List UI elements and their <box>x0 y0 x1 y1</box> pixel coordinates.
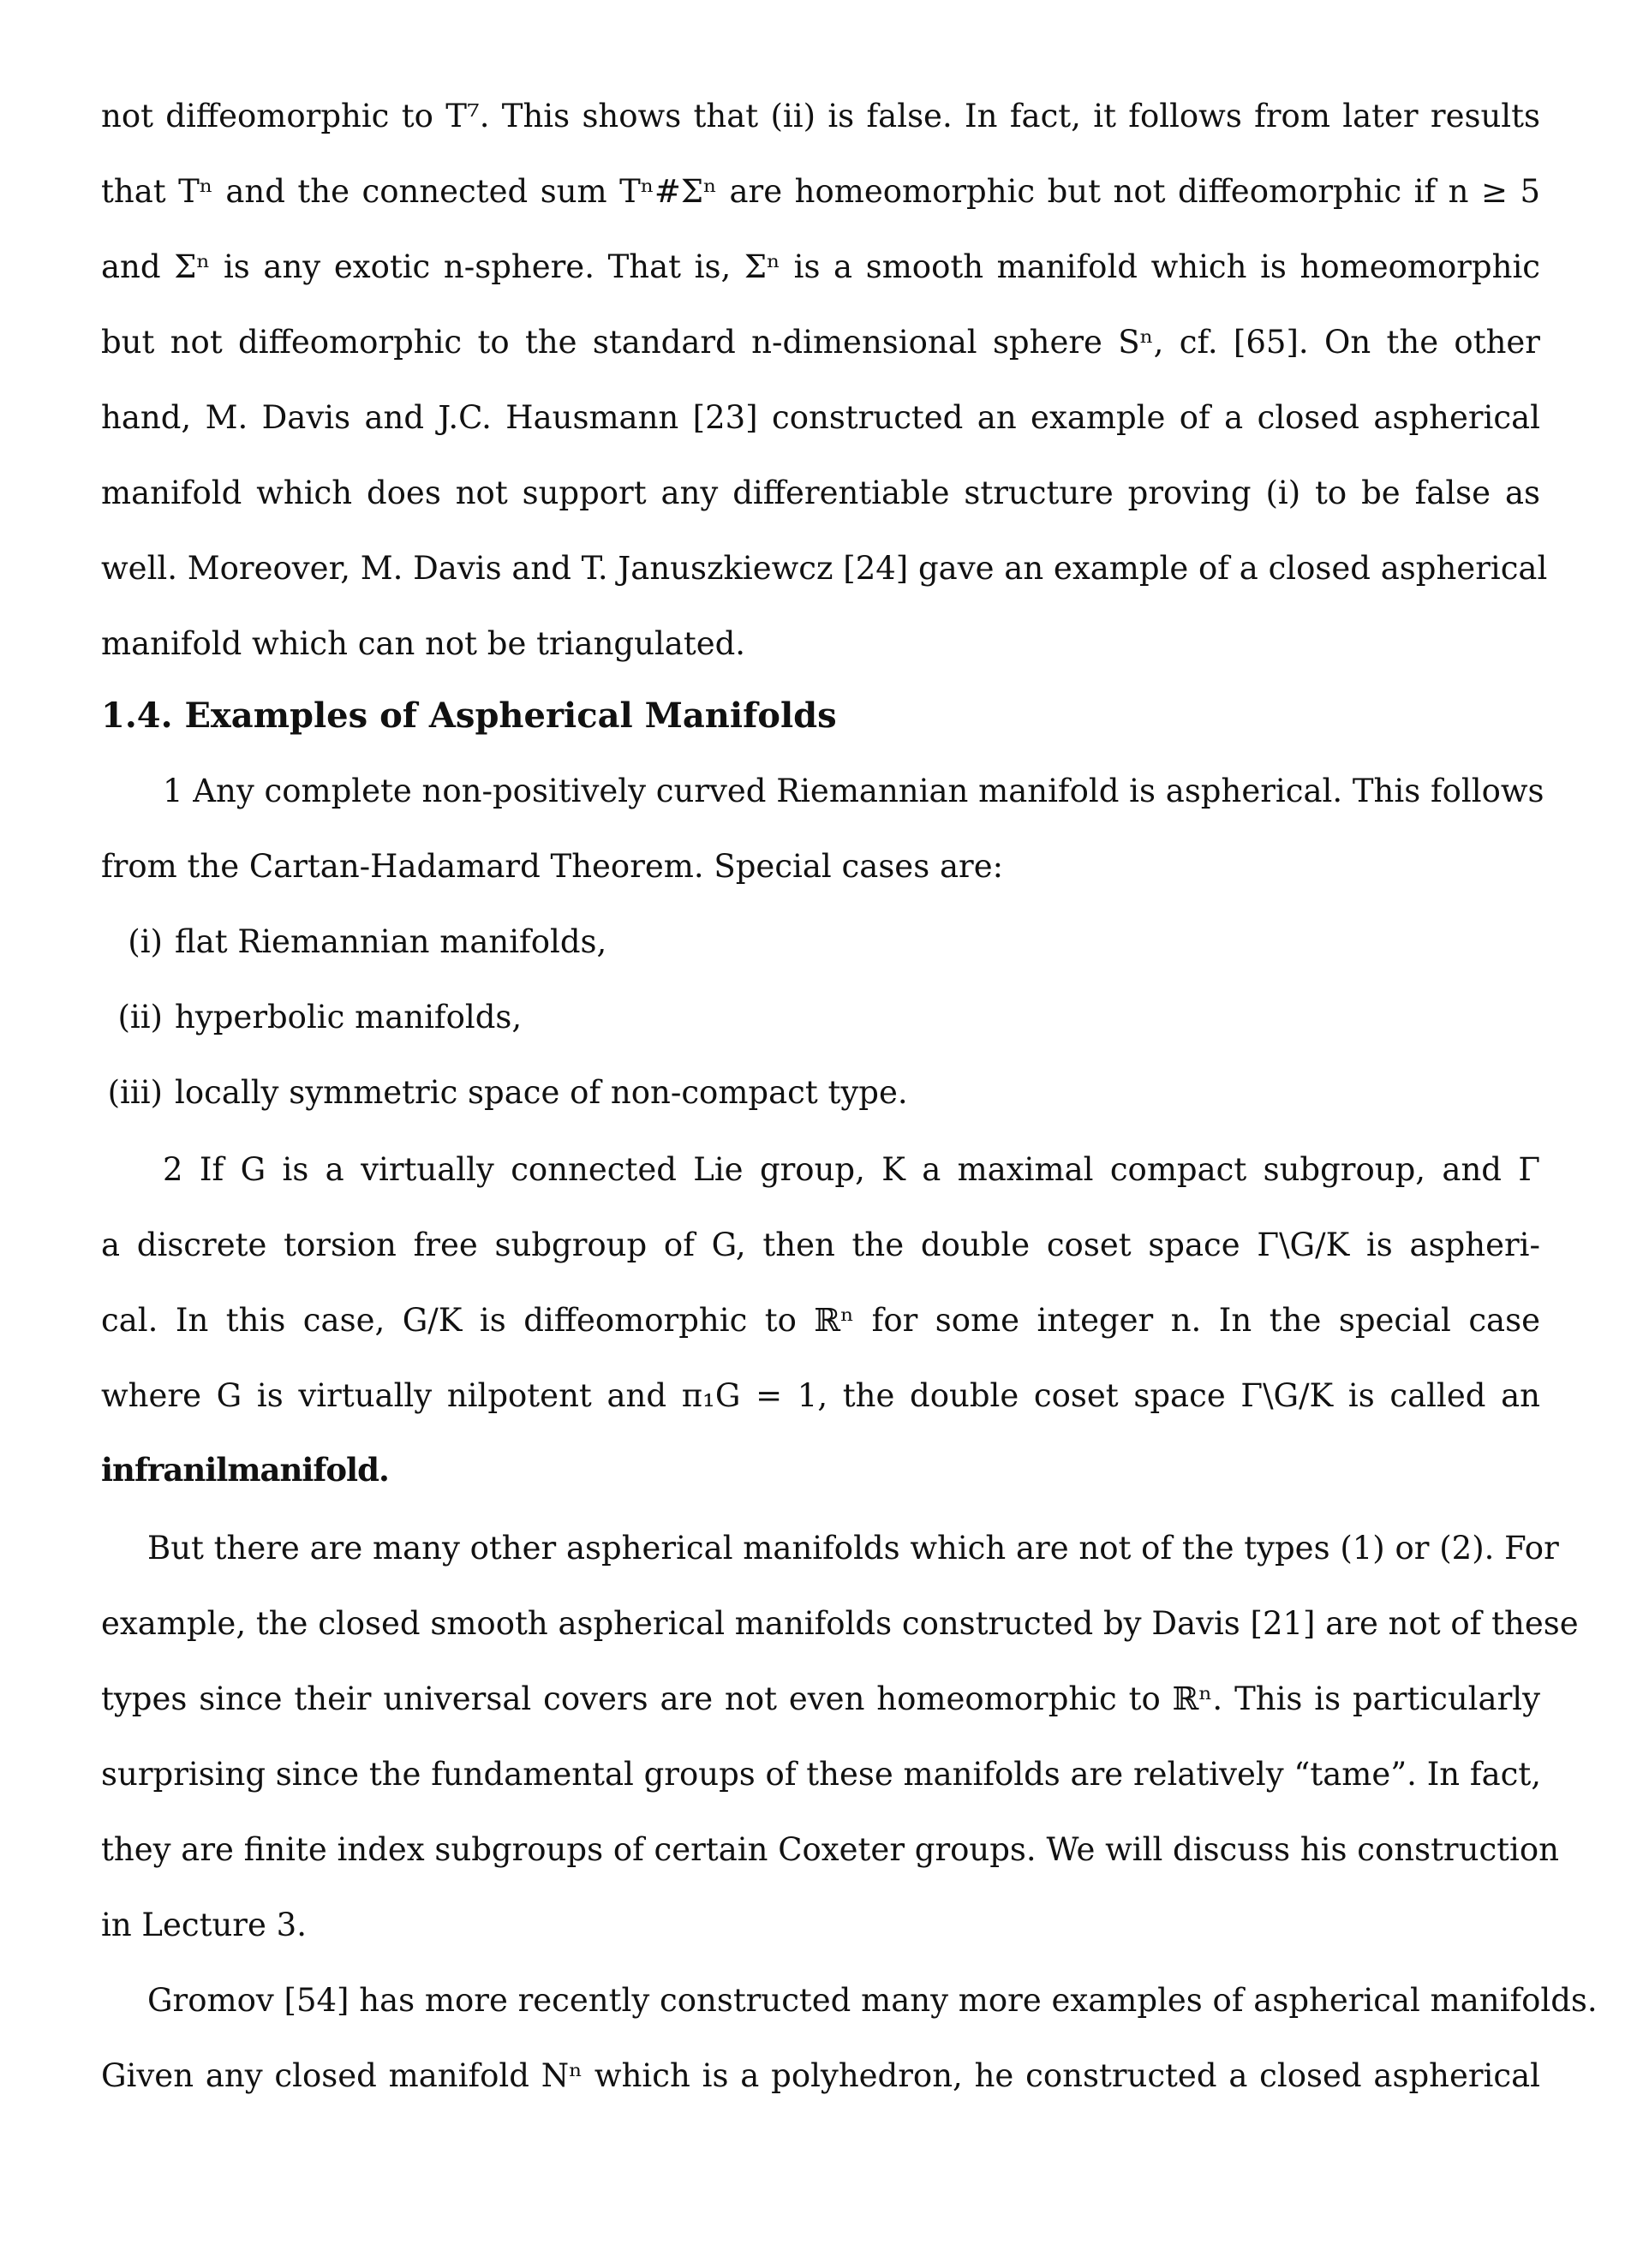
text-line: that Tⁿ and the connected sum Tⁿ#Σⁿ are homeomorphic but not diffeomorphic if n ≥ 5 <box>101 173 1540 210</box>
text-line: they are finite index subgroups of certain Coxeter groups. We will discuss his construction <box>101 1831 1559 1868</box>
text-line: from the Cartan-Hadamard Theorem. Special cases are: <box>101 848 1004 885</box>
list-item <box>96 1072 908 1113</box>
text-line: well. Moreover, M. Davis and T. Januszkiewcz [24] gave an example of a closed aspherical <box>101 550 1548 587</box>
text-line: manifold which does not support any differentiable structure proving (i) to be false as <box>101 474 1540 511</box>
text-line: Gromov [54] has more recently constructed many more examples of aspherical manifolds. <box>147 1982 1598 2019</box>
text-line: in Lecture 3. <box>101 1907 307 1943</box>
text-line: But there are many other aspherical manifolds which are not of the types (1) or (2). For <box>147 1530 1559 1567</box>
text-line: example, the closed smooth aspherical manifolds constructed by Davis [21] are not of these <box>101 1605 1579 1642</box>
text-line: 2 If G is a virtually connected Lie group, K a maximal compact subgroup, and Γ <box>163 1151 1540 1188</box>
text-line: cal. In this case, G/K is diffeomorphic to ℝⁿ for some integer n. In the special case <box>101 1302 1540 1339</box>
text-line: where G is virtually nilpotent and π₁G = 1, the double coset space Γ\G/K is called an <box>101 1377 1540 1414</box>
text-line: infranilmanifold. <box>101 1451 389 1489</box>
text-line: manifold which can not be triangulated. <box>101 625 746 662</box>
text-line: 1 Any complete non-positively curved Riemannian manifold is aspherical. This follows <box>163 773 1544 809</box>
text-line: but not diffeomorphic to the standard n-dimensional sphere Sⁿ, cf. [65]. On the other <box>101 324 1540 361</box>
list-item-number: (i) <box>128 923 163 960</box>
text-line: not diffeomorphic to T⁷. This shows that (ii) is false. In fact, it follows from later results <box>101 98 1540 134</box>
list-item-text: flat Riemannian manifolds, <box>175 923 607 960</box>
section-heading: 1.4. Examples of Aspherical Manifolds <box>101 695 837 736</box>
list-item <box>96 997 522 1038</box>
text-line: and Σⁿ is any exotic n-sphere. That is, Σⁿ is a smooth manifold which is homeomorphic <box>101 248 1540 285</box>
list-item-text: hyperbolic manifolds, <box>175 999 523 1036</box>
text-line: types since their universal covers are not even homeomorphic to ℝⁿ. This is particularly <box>101 1680 1540 1717</box>
list-item <box>96 922 606 963</box>
text-line: Given any closed manifold Nⁿ which is a polyhedron, he constructed a closed aspherical <box>101 2057 1540 2094</box>
list-item-number: (ii) <box>117 999 163 1036</box>
text-line: hand, M. Davis and J.C. Hausmann [23] constructed an example of a closed aspherical <box>101 399 1540 436</box>
text-line: surprising since the fundamental groups of these manifolds are relatively “tame”. In fact, <box>101 1756 1542 1793</box>
text-line: a discrete torsion free subgroup of G, then the double coset space Γ\G/K is aspheri- <box>101 1227 1540 1263</box>
list-item-number: (iii) <box>107 1074 163 1111</box>
list-item-text: locally symmetric space of non-compact type. <box>175 1074 908 1111</box>
